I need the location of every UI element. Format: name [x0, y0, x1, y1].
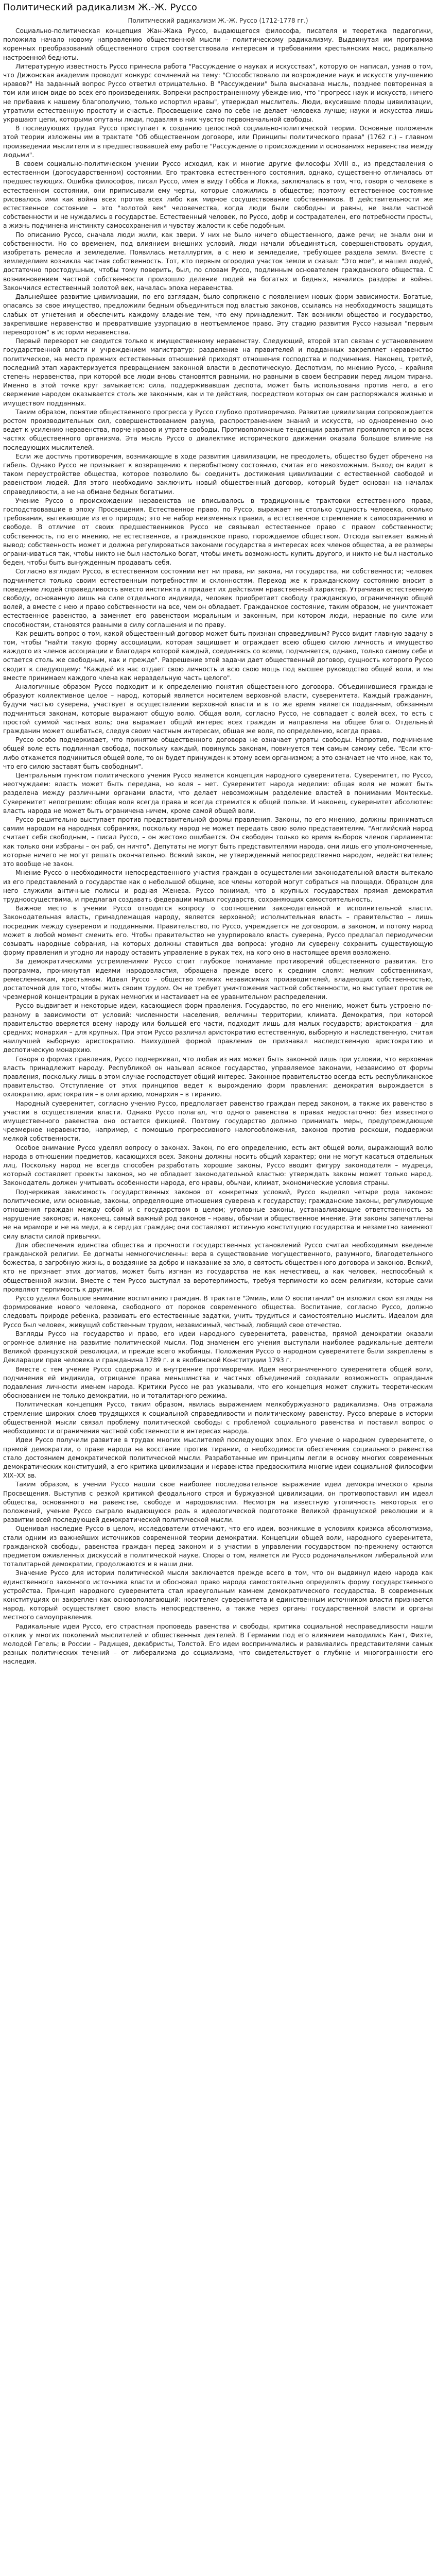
- paragraph: Особое внимание Руссо уделял вопросу о законах. Закон, по его определению, есть акт общей воли, выражающий волю народа в отношении предметов, касающихся всех. Законы должны носить общий характер; они не могут касаться отдельных лиц. Поскольку народ не всегда способен разработать хорошие законы, Руссо вводит фигуру законодателя – мудреца, который составляет проекты законов, но не обладает законодательной властью: утверждать законы может только народ. Законодатель должен учитывать особенности народа, его нравы, обычаи, климат, экономические условия страны.: [3, 1144, 433, 1187]
- paragraph: Взгляды Руссо на государство и право, его идеи народного суверенитета, равенства, прямой демократии оказали огромное влияние на развитие политической мысли. Под знаменем его учения выступали наиболее радикальные деятели Великой французской революции, и прежде всего якобинцы. Положения Руссо о народном суверенитете были закреплены в Декларации прав человека и гражданина 1789 г. и в якобинской Конституции 1793 г.: [3, 1330, 433, 1364]
- paragraph: Центральным пунктом политического учения Руссо является концепция народного суверенитета. Суверенитет, по Руссо, неотчуждаем: власть может быть передана, но воля – нет. Суверенитет народа неделим: общая воля не может быть разделена между различными органами власти, что делает невозможным разделение властей в понимании Монтескье. Суверенитет непогрешим: общая воля всегда права и всегда стремится к общей пользе. И наконец, суверенитет абсолютен: власть народа не может быть ограничена ничем, кроме самой общей воли.: [3, 772, 433, 815]
- paragraph: Политическая концепция Руссо, таким образом, явилась выражением мелкобуржуазного радикализма. Она отражала стремление широких слоев трудящихся к социальной справедливости и политическому равенству. Руссо впервые в истории общественной мысли связал проблему политической свободы с проблемой социального равенства и поставил вопрос о необходимости ограничения частной собственности в интересах народа.: [3, 1401, 433, 1435]
- paragraph: Согласно взглядам Руссо, в естественном состоянии нет ни права, ни закона, ни государства, ни собственности; человек подчиняется только своим естественным потребностям и склонностям. Переход же к гражданскому состоянию вносит в поведение людей справедливость вместо инстинкта и придает их действиям нравственный характер. Утрачивая естественную свободу, основанную лишь на силе отдельного индивида, человек приобретает свободу гражданскую, ограниченную общей волей, а вместе с нею и право собственности на все, чем он обладает. Гражданское состояние, таким образом, не уничтожает естественное равенство, а заменяет его равенством моральным и законным, при котором люди, неравные по силе или способностям, становятся равными в силу соглашения и по праву.: [3, 568, 433, 629]
- paragraph: В последующих трудах Руссо приступает к созданию целостной социально-политической теории. Основные положения этой теории изложены им в трактате "Об общественном договоре, или Принципы политического права" (1762 г.) – главном произведении мыслителя и в предшествовавшей ему работе "Рассуждение о происхождении и основаниях неравенства между людьми".: [3, 125, 433, 159]
- paragraph: Руссо решительно выступает против представительной формы правления. Законы, по его мнению, должны приниматься самим народом на народных собраниях, поскольку народ не может передать свою волю представителям. "Английский народ считает себя свободным, – писал Руссо, – он жестоко ошибается. Он свободен только во время выборов членов парламента: как только они избраны – он раб, он ничто". Депутаты не могут быть представителями народа, они лишь его уполномоченные, которые ничего не могут решать окончательно. Всякий закон, не утвержденный непосредственно народом, недействителен; это вообще не закон.: [3, 816, 433, 868]
- paragraph: Говоря о формах правления, Руссо подчеркивал, что любая из них может быть законной лишь при условии, что верховная власть принадлежит народу. Республикой он называл всякое государство, управляемое законами, независимо от формы правления, поскольку лишь в этом случае господствует общий интерес. Законное правительство всегда есть республиканское правительство. Отступление от этих принципов ведет к вырождению форм правления: демократия вырождается в охлократию, аристократия – в олигархию, монархия – в тиранию.: [3, 1055, 433, 1098]
- paragraph: За демократическими устремлениями Руссо стоит глубокое понимание противоречий общественного развития. Его программа, проникнутая идеями народовластия, обращена прежде всего к средним слоям: мелким собственникам, ремесленникам, крестьянам. Идеал Руссо – общество мелких независимых производителей, владеющих собственностью, достаточной для того, чтобы жить своим трудом. Он не требует уничтожения частной собственности, но выступает против ее чрезмерной концентрации в руках немногих и настаивает на ее уравнительном распределении.: [3, 958, 433, 1001]
- paragraph: Вместе с тем учение Руссо содержало и внутренние противоречия. Идея неограниченного суверенитета общей воли, подчинения ей индивида, отрицание права меньшинства и частных объединений создавали возможность оправдания подавления личности именем народа. Критики Руссо не раз указывали, что его концепция может служить теоретическим обоснованием не только демократии, но и тоталитарного режима.: [3, 1365, 433, 1400]
- paragraph: В своем социально-политическом учении Руссо исходил, как и многие другие философы XVIII в., из представления о естественном (догосударственном) состоянии. Его трактовка естественного состояния, однако, существенно отличалась от предшествующих. Ошибка философов, писал Руссо, имея в виду Гоббса и Локка, заключалась в том, что, говоря о человеке в естественном состоянии, они приписывали ему черты, которые сложились в обществе; поэтому естественное состояние рисовалось ими как война всех против всех либо как мирное сосуществование собственников. В действительности же естественное состояние – это "золотой век" человечества, когда люди были свободны и равны, не знали частной собственности и не нуждались в государстве. Естественный человек, по Руссо, добр и сострадателен, его потребности просты, а жизнь подчинена инстинкту самосохранения и чувству жалости к себе подобным.: [3, 160, 433, 230]
- paragraph: Таким образом, понятие общественного прогресса у Руссо глубоко противоречиво. Развитие цивилизации сопровождается ростом производительных сил, совершенствованием разума, распространением знаний и искусств, но одновременно оно ведет к усилению неравенства, порче нравов и утрате свободы. Противоположные тенденции развития проявляются и во всех частях общественного организма. Эта мысль Руссо о диалектике исторического движения оказала большое влияние на последующих мыслителей.: [3, 408, 433, 451]
- paragraph: Таким образом, в учении Руссо нашли свое наиболее последовательное выражение идеи демократического крыла Просвещения. Выступив с резкой критикой феодального строя и буржуазной цивилизации, он противопоставил им идеал общества, основанного на равенстве, свободе и народовластии. Несмотря на известную утопичность некоторых его положений, учение Руссо сыграло выдающуюся роль в идеологической подготовке Великой французской революции и в развитии всей последующей демократической политической мысли.: [3, 1481, 433, 1524]
- paragraph: Радикальные идеи Руссо, его страстная проповедь равенства и свободы, критика социальной несправедливости нашли отклик у многих поколений мыслителей и общественных деятелей. В Германии под его влиянием находились Кант, Фихте, молодой Гегель; в России – Радищев, декабристы, Толстой. Его идеи воспринимались и развивались представителями самых разных политических течений – от либерализма до социализма, что свидетельствует о глубине и многогранности его наследия.: [3, 1622, 433, 1666]
- paragraph: Мнение Руссо о необходимости непосредственного участия граждан в осуществлении законодательной власти вытекало из его представлений о государстве как о небольшой общине, все члены которой могут собраться на площади. Образцом для него служили античные полисы и родная Женева. Руссо понимал, что в крупных государствах прямая демократия трудноосуществима, и предлагал создавать федерации малых государств, сохраняющих самостоятельность.: [3, 869, 433, 903]
- paragraph: Подчеркивая зависимость государственных законов от конкретных условий, Руссо выделял четыре рода законов: политические, или основные, законы, определяющие отношения суверена к государству; гражданские законы, регулирующие отношения граждан между собой и с государством в целом; уголовные законы, устанавливающие ответственность за нарушение законов; и, наконец, самый важный род законов – нравы, обычаи и общественное мнение. Эти законы запечатлены не на мраморе и не на меди, а в сердцах граждан; они составляют истинную конституцию государства и незаметно заменяют силу власти силой привычки.: [3, 1188, 433, 1240]
- paragraph: Для обеспечения единства общества и прочности государственных установлений Руссо считал необходимым введение гражданской религии. Ее догматы немногочисленны: вера в существование могущественного, разумного, благодетельного божества, в загробную жизнь, в воздаяние за добро и наказание за зло, в святость общественного договора и законов. Всякий, кто не признает этих догматов, может быть изгнан из государства не как нечестивец, а как человек, неспособный к общественной жизни. Вместе с тем Руссо выступал за веротерпимость, требуя терпимости ко всем религиям, которые сами проявляют терпимость к другим.: [3, 1241, 433, 1293]
- paragraph: Учение Руссо о происхождении неравенства не вписывалось в традиционные трактовки естественного права, господствовавшие в эпоху Просвещения. Естественное право, по Руссо, выражает не столько сущность человека, сколько требования, вытекающие из его природы; это не набор неизменных правил, а естественное стремление к самосохранению и свободе. В отличие от своих предшественников Руссо не связывал естественное право с правом собственности; собственность, по его мнению, не естественное, а гражданское право, порождаемое обществом. Отсюда вытекает важный вывод: собственность может и должна регулироваться законами государства в интересах всех членов общества, а ее размеры ограничиваться так, чтобы никто не был настолько богат, чтобы иметь возможность купить другого, и никто не был настолько беден, чтобы быть вынужденным продавать себя.: [3, 497, 433, 567]
- paragraph: Если же достичь противоречия, возникающие в ходе развития цивилизации, не преодолеть, общество будет обречено на гибель. Однако Руссо не призывает к возвращению к первобытному состоянию, считая его невозможным. Выход он видит в таком переустройстве общества, которое позволило бы соединить достижения цивилизации с естественной свободой и равенством людей. Для этого необходимо заключить новый общественный договор, который будет основан на началах справедливости, а не на обмане бедных богатыми.: [3, 452, 433, 496]
- document-page: [3, 2, 433, 1667]
- document-body: [3, 27, 433, 1667]
- paragraph: Важное место в учении Руссо отводится вопросу о соотношении законодательной и исполнительной власти. Законодательная власть, принадлежащая народу, является верховной; исполнительная власть – правительство – лишь посредник между сувереном и подданными. Правительство, по Руссо, учреждается не договором, а законом, и потому народ может в любой момент сменить его. Чтобы правительство не узурпировало власть суверена, Руссо предлагал периодически созывать народные собрания, на которых должны ставиться два вопроса: угодно ли суверену сохранить существующую форму правления и угодно ли народу оставить управление в руках тех, на кого оно в настоящее время возложено.: [3, 905, 433, 957]
- paragraph: Народный суверенитет, согласно учению Руссо, предполагает равенство граждан перед законом, а также их равенство в участии в осуществлении власти. Однако Руссо полагал, что одного равенства в правах недостаточно: без известного имущественного равенства оно остается фикцией. Поэтому государство должно принимать меры, предупреждающие чрезмерное неравенство, например, с помощью прогрессивного налогообложения, законов против роскоши, поддержки мелкой собственности.: [3, 1099, 433, 1143]
- paragraph: Дальнейшее развитие цивилизации, по его взглядам, было сопряжено с появлением новых форм зависимости. Богатые, опасаясь за свое имущество, предложили бедным объединиться под властью законов, ссылаясь на необходимость защищать слабых от угнетения и обеспечить каждому владение тем, что ему принадлежит. Так возникли общество и государство, закрепившие неравенство и превратившие узурпацию в неотъемлемое право. Эту стадию развития Руссо называл "первым переворотом" в истории неравенства.: [3, 293, 433, 336]
- paragraph: Социально-политическая концепция Жан-Жака Руссо, выдающегося философа, писателя и теоретика педагогики, положила начало новому направлению общественной мысли – политическому радикализму. Выдвинутая им программа коренных преобразований общественного строя соответствовала интересам и требованиям крестьянских масс, радикально настроенной бедноты.: [3, 27, 433, 61]
- paragraph: По описанию Руссо, сначала люди жили, как звери. У них не было ничего общественного, даже речи; не знали они и собственности. Но со временем, под влиянием внешних условий, люди начали объединяться, совершенствовать орудия, изобретать ремесла и земледелие. Появилась металлургия, а с нею и земледелие, требующее раздела земли. Вместе с земледелием возникла частная собственность. Тот, кто первым огородил участок земли и сказал: "Это мое", и нашел людей, достаточно простодушных, чтобы тому поверить, был, по словам Руссо, подлинным основателем гражданского общества. С возникновением частной собственности произошло деление людей на богатых и бедных, начались раздоры и войны. Закончился естественный золотой век, началась эпоха неравенства.: [3, 231, 433, 292]
- paragraph: Руссо уделял большое внимание воспитанию граждан. В трактате "Эмиль, или О воспитании" он изложил свои взгляды на формирование нового человека, свободного от пороков современного общества. Воспитание, согласно Руссо, должно следовать природе ребенка, развивать его естественные задатки, учить трудиться и самостоятельно мыслить. Идеалом для Руссо был человек, живущий собственным трудом, независимый, честный, любящий свое отечество.: [3, 1295, 433, 1329]
- document-title: Политический радикализм Ж.-Ж. Руссо: [3, 2, 197, 13]
- paragraph: Значение Руссо для истории политической мысли заключается прежде всего в том, что он выдвинул идею народа как единственного законного источника власти и обосновал право народа самостоятельно определять форму государственного устройства. Принцип народного суверенитета стал краеугольным камнем демократического государства. В современных конституциях он закреплен как основополагающий: носителем суверенитета и единственным источником власти признается народ, который осуществляет свою власть непосредственно, а также через органы государственной власти и органы местного самоуправления.: [3, 1569, 433, 1621]
- paragraph: Руссо особо подчеркивает, что принятие общественного договора не означает утраты свободы. Напротив, подчинение общей воле есть подлинная свобода, поскольку каждый, повинуясь законам, повинуется тем самым самому себе. "Если кто-либо откажется подчиниться общей воле, то он будет принужден к этому всем организмом; а это означает не что иное, как то, что его силою заставят быть свободным".: [3, 736, 433, 770]
- paragraph: Первый переворот не сводится только к имущественному неравенству. Следующий, второй этап связан с установлением государственной власти и учреждением магистратур: разделение на правителей и подданных закрепляет неравенство политическое, на место прежних естественных отношений приходят отношения господства и подчинения. Наконец, третий, последний этап характеризуется превращением законной власти в деспотическую. Деспотизм, по мнению Руссо, – крайняя степень неравенства, при которой все люди вновь становятся равными, но равными в своем бесправии перед лицом тирана. Именно в этой точке круг замыкается: сила, поддерживавшая деспота, может быть использована против него, а его свержение народом оказывается столь же законным, как и те действия, посредством которых он сам распоряжался жизнью и имуществом подданных.: [3, 337, 433, 407]
- document-byline: Политический радикализм Ж.-Ж. Руссо (1712-1778 гг.): [128, 17, 308, 24]
- paragraph: Руссо выдвигает и некоторые идеи, касающиеся форм правления. Государство, по его мнению, может быть устроено по-разному в зависимости от условий: численности населения, величины территории, климата. Демократия, при которой правительство вверяется всему народу или большей его части, подходит лишь для малых государств; аристократия – для средних; монархия – для крупных. При этом Руссо различал аристократию естественную, выборную и наследственную, считая наилучшей выборную аристократию. Наихудшей формой правления он признавал наследственную аристократию и деспотическую монархию.: [3, 1002, 433, 1054]
- paragraph: Как решить вопрос о том, какой общественный договор может быть признан справедливым? Руссо видит главную задачу в том, чтобы "найти такую форму ассоциации, которая защищает и ограждает всею общею силою личность и имущество каждого из членов ассоциации и благодаря которой каждый, соединяясь со всеми, подчиняется, однако, только самому себе и остается столь же свободным, как и прежде". Разрешение этой задачи дает общественный договор, сущность которого Руссо сводит к следующему: "Каждый из нас отдает свою личность и всю свою мощь под высшее руководство общей воли, и мы вместе принимаем каждого члена как нераздельную часть целого".: [3, 630, 433, 682]
- paragraph: Аналогичные образом Руссо подходит и к определению понятия общественного договора. Объединившиеся граждане образуют коллективное целое – народ, который является носителем верховной власти, суверенитета. Каждый гражданин, будучи частью суверена, участвует в осуществлении верховной власти и в то же время является подданным, обязанным подчиняться законам, которые выражают общую волю. Общая воля, согласно Руссо, не совпадает с волей всех, то есть с простой суммой частных воль; она выражает общий интерес всех граждан и направлена на общее благо. Отдельный гражданин может ошибаться, следуя своим частным интересам, общая же воля, по определению, всегда права.: [3, 683, 433, 735]
- paragraph: Литературную известность Руссо принесла работа "Рассуждение о науках и искусствах", которую он написал, узнав о том, что Дижонская академия проводит конкурс сочинений на тему: "Способствовало ли возрождение наук и искусств улучшению нравов?" На заданный вопрос Руссо ответил отрицательно. В "Рассуждении" была высказана мысль, позднее повторенная в том или ином виде во всех его произведениях. Вопреки распространенному убеждению, что "прогресс наук и искусств, ничего не прибавив к нашему благополучию, только испортил нравы", утверждал мыслитель. Люди, вкусившие плоды цивилизации, утратили естественную простоту и счастье. Просвещение само по себе не делает человека лучше; науки и искусства лишь украшают цепи, которыми опутаны люди, подавляя в них чувство первоначальной свободы.: [3, 62, 433, 124]
- paragraph: Оценивая наследие Руссо в целом, исследователи отмечают, что его идеи, возникшие в условиях кризиса абсолютизма, стали одним из важнейших источников современной теории демократии. Концепции общей воли, народного суверенитета, гражданской свободы, равенства граждан перед законом и в участии в управлении государством по-прежнему остаются предметом оживленных дискуссий в политической науке. Споры о том, является ли Руссо родоначальником либеральной или тоталитарной демократии, продолжаются и в наши дни.: [3, 1525, 433, 1568]
- paragraph: Идеи Руссо получили развитие в трудах многих мыслителей последующих эпох. Его учение о народном суверенитете, о прямой демократии, о праве народа на восстание против тирании, о необходимости обеспечения социального равенства стало достоянием демократической политической мысли. Разработанные им принципы легли в основу многих современных демократических конституций, а его критика цивилизации и неравенства предвосхитила многие идеи социальной философии XIX–XX вв.: [3, 1436, 433, 1480]
